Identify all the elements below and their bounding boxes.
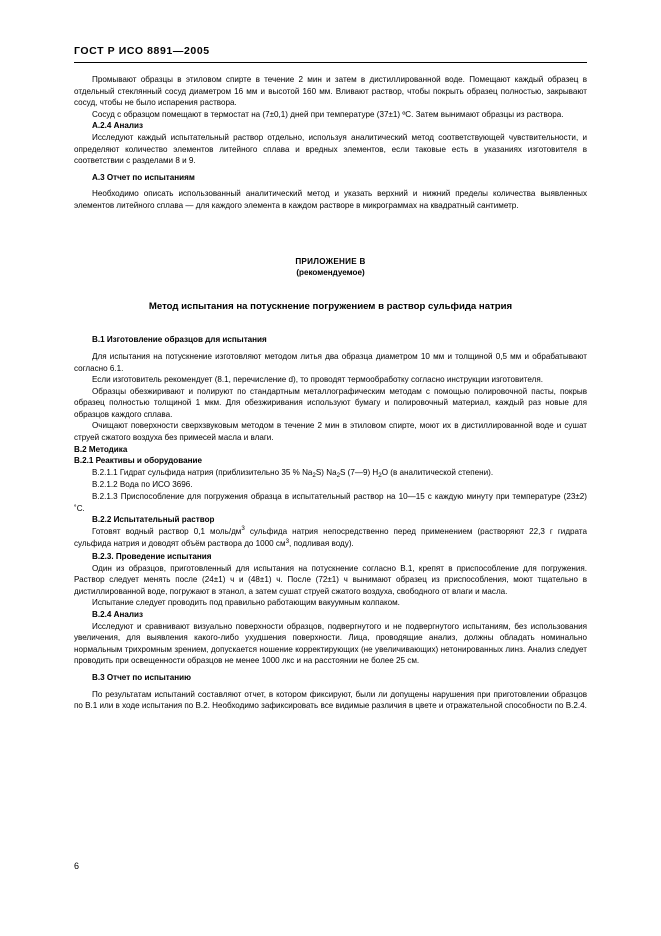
page-content <box>74 74 587 712</box>
heading-b21: В.2.1 Реактивы и оборудование <box>74 456 202 466</box>
paragraph: В.2.1.3 Приспособление для погружения образца в испытательный раствор на 10—15 с каждую минуту при температуре (23±2) ˚С. <box>74 492 587 513</box>
heading-b1: В.1 Изготовление образцов для испытания <box>92 335 267 345</box>
heading-b24: В.2.4 Анализ <box>92 609 143 619</box>
heading-b22: В.2.2 Испытательный раствор <box>92 515 215 525</box>
paragraph-b22: Готовят водный раствор 0,1 моль/$дм^3$ сульфида натрия непосредственно перед применением (растворяют 22,3 г гидрата сульфида натрия и доводят объём раствора до 1000 $см^3$, подливая воду). <box>74 525 587 549</box>
paragraph: По результатам испытаний составляют отчет, в котором фиксируют, были ли допущены нарушения при приготовлении образцов по В.1 или в ходе испытания по В.2. Необходимо зафиксировать все видимые различия в цвете и отражательной способности по В.2.4. <box>74 689 587 711</box>
paragraph: Сосуд с образцом помещают в термостат на (7±0,1) дней при температуре (37±1) ºС. Затем вынимают образцы из раствора. <box>92 109 564 119</box>
page-number: 6 <box>74 861 80 871</box>
heading-b2: В.2 Методика <box>74 444 128 454</box>
paragraph: Исследуют и сравнивают визуально поверхности образцов, подвергнутого и не подвергнутого испытаниям, без использования увеличения, для выявления какого-либо ухудшения поверхности. Лица, проводящие анализ, должны обладать номинально нормальным трихромным зрением, допускается ношение корректирующих (не увеличивающих) нетонированных линз. Анализ следует проводить при освещенности образцов не менее 1000 лкс и на расстоянии не более 25 см. <box>74 621 587 666</box>
heading-b3: В.3 Отчет по испытанию <box>92 672 192 682</box>
paragraph: Для испытания на потускнение изготовляют методом литья два образца диаметром 10 мм и толщиной 0,5 мм и обрабатывают согласно 6.1. <box>74 351 587 373</box>
paragraph: Испытание следует проводить под правильно работающим вакуумным колпаком. <box>92 598 400 608</box>
paragraph: Если изготовитель рекомендует (8.1, перечисление d), то проводят термообработку согласно инструкции изготовителя. <box>92 375 544 385</box>
heading-b23: В.2.3. Проведение испытания <box>92 552 212 561</box>
paragraph: Очищают поверхности сверхзвуковым методом в течение 2 мин в этиловом спирте, моют их в дистиллированной воде и сушат струей сжатого воздуха без примесей масла и влаги. <box>74 421 587 443</box>
paragraph: Промывают образцы в этиловом спирте в течение 2 мин и затем в дистиллированной воде. Помещают каждый образец в отдельный стеклянный сосуд диаметром 16 мм и высотой 160 мм. Вливают раствор, чтобы покрыть образец полностью, закрывают сосуд, чтобы не было испарения раствора. <box>74 75 587 108</box>
paragraph: В.2.1.2 Вода по ИСО 3696. <box>92 480 193 490</box>
heading-a24: А.2.4 Анализ <box>92 121 143 131</box>
annex-title: ПРИЛОЖЕНИЕ В <box>295 256 366 266</box>
page-header: ГОСТ Р ИСО 8891—2005 <box>74 45 210 57</box>
annex-subtitle: (рекомендуемое) <box>296 268 365 278</box>
paragraph: Исследуют каждый испытательный раствор отдельно, используя аналитический метод соответствующей чувствительности, и определяют количество элементов литейного сплава и вредных элементов, если таковые есть в указаниях изготовителя в соответствии с разделами 8 и 9. <box>74 132 587 166</box>
heading-a3: А.3 Отчет по испытаниям <box>92 172 195 182</box>
paragraph: Необходимо описать использованный аналитический метод и указать верхний и нижний пределы количества выявленных элементов литейного сплава — для каждого элемента в каждом растворе в микрограммах на квадратный сантиметр. <box>74 189 587 210</box>
paragraph: Образцы обезжиривают и полируют по стандартным металлографическим методам с помощью полировочной пасты, покрыв образец полностью толщиной 1 мкм. Для обезжиривания используют бумагу и полировочный материал, каждый раз новые для образцов каждого сплава. <box>74 386 587 419</box>
paragraph-b211: В.2.1.1 Гидрат сульфида натрия (приблизительно 35 % $Na_2S$) $Na_2S$ (7—9) $H_2O$ (в аналитической степени). <box>92 467 494 479</box>
annex-heading: Метод испытания на потускнение погружением в раствор сульфида натрия <box>148 300 513 312</box>
paragraph: Один из образцов, приготовленный для испытания на потускнение согласно В.1, крепят в приспособление для погружения. Раствор следует менять после (24±1) ч и (48±1) ч. После (72±1) ч вынимают образец из приспособления, моют тщательно в дистиллированной воде, погружают в этанол, а затем сушат струей сжатого воздуха, свободного от влаги и масла. <box>74 563 587 596</box>
header-divider <box>74 62 587 63</box>
